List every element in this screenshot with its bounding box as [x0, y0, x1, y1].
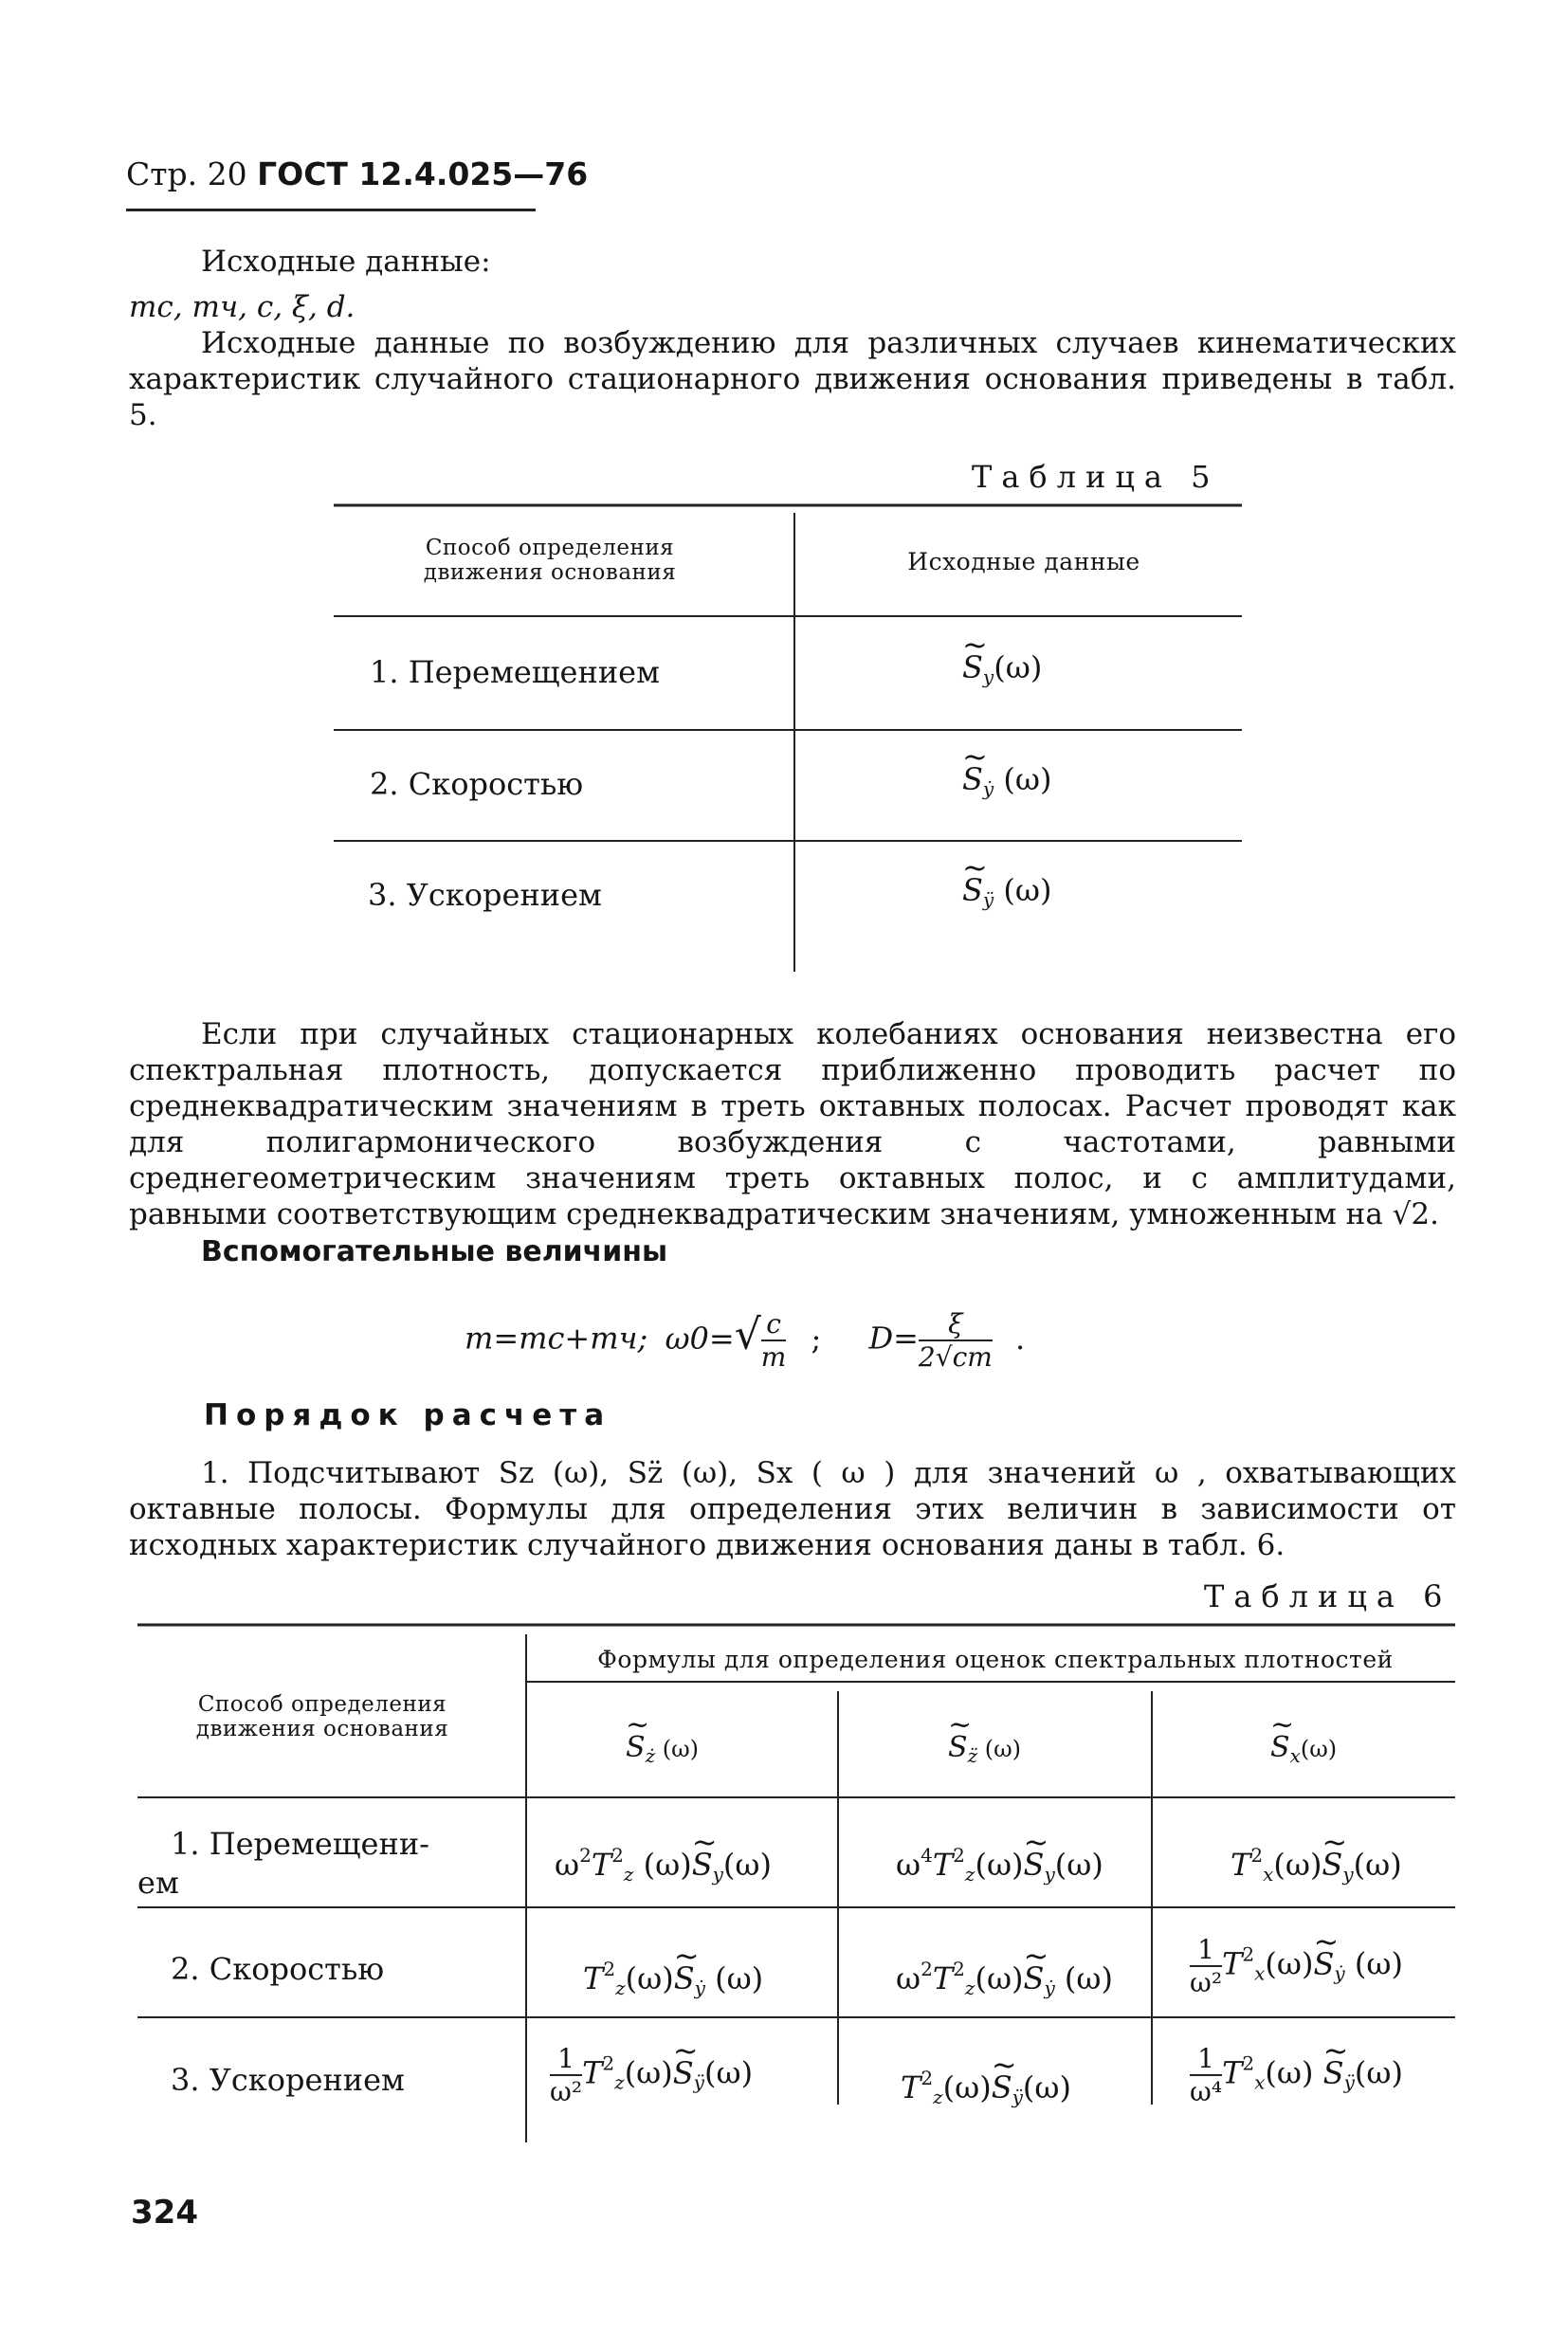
table6-subheader-1: ~ $S_ż$ (ω) — [626, 1731, 699, 1767]
table5-row2-method: 2. Скоростью — [370, 766, 584, 802]
table5-row1-data: ~ $S_y(\omega)$ — [962, 649, 1042, 688]
aux-heading: Вспомогательные величины — [201, 1235, 668, 1268]
table5-caption: Таблица 5 — [972, 459, 1220, 495]
table6-row3-f1: $\frac{1}{\text{ω²}}$ $T^2_z(\omega)\sim$ $S_ÿ(\omega)$ — [550, 2043, 753, 2107]
gost-code: ГОСТ 12.4.025—76 — [257, 155, 589, 192]
table5-row3-data: ~ $S_ÿ$ (ω) — [962, 872, 1051, 911]
table5-row2-data: ~ $S_ẏ$ (ω) — [962, 761, 1051, 800]
table6-row2-f1: $T^2_z(\omega)\sim$ $S_ẏ$ (ω) — [583, 1958, 763, 1999]
table5-grid — [0, 0, 1568, 1005]
procedure-step1: 1. Подсчитывают Sz (ω), Sz̈ (ω), Sx ( ω ) для значений ω , охватывающих октавные полосы. Формулы для определения этих величин в зависимости от исходных характеристик случайного движения основания даны в табл. 6. — [129, 1456, 1456, 1562]
aux-formula-m: m=mс+mч; ω0=√ $\frac{c}{m}$ ; D= $\frac{\xi}{2√cm}$ . — [465, 1308, 1026, 1373]
table6-subheader-2: ~ $S_{z̈}$ (ω) — [948, 1731, 1021, 1767]
intro-vars: mс, mч, c, ξ, d. — [129, 290, 356, 324]
table6-caption: Таблица 6 — [1204, 1578, 1452, 1614]
table5-col2-header: Исходные данные — [907, 548, 1140, 575]
para-spectral: Если при случайных стационарных колебаниях основания неизвестна его спектральная плотность, допускается приближенно проводить расчет по среднеквадратическим значениям в треть октавных полосах. Расчет проводят как для полигармонического возбуждения с частотами, равными среднегеометрическим значениям треть октавных полос, и с амплитудами, равными соответствующим среднеквадратическим значениям, умноженным на √2. — [129, 1017, 1456, 1231]
intro-heading: Исходные данные: — [201, 245, 491, 279]
page-number: 324 — [131, 2194, 198, 2232]
table6-row2-f3: $\frac{1}{\text{ω²}}$ $T^2_x(\omega)\sim$ $S_ẏ$ (ω) — [1190, 1934, 1403, 1998]
table6-row1-f2: $\omega^4T^2_z(\omega)\sim$ $S_y(\omega)$ — [896, 1844, 1103, 1886]
table6-row1-method-cont: ем — [137, 1865, 179, 1901]
table6-col1-header: Способ определения движения основания — [195, 1692, 449, 1741]
table6-row3-f2: $T^2_z(\omega)\sim$ $S_ÿ(\omega)$ — [901, 2067, 1071, 2108]
table5-row1-method: 1. Перемещением — [370, 654, 660, 690]
table6-row2-f2: $\omega^2T^2_z(\omega)\sim$ $S_ẏ$ (ω) — [896, 1958, 1113, 1999]
table6-row3-method: 3. Ускорением — [171, 2062, 405, 2098]
table6-row1-method: 1. Перемещени- — [171, 1826, 429, 1862]
table6-row3-f3: $\frac{1}{\text{ω⁴}}$ $T^2_x(\omega)$ ~ $S_ÿ(\omega)$ — [1190, 2043, 1403, 2107]
table5-row3-method: 3. Ускорением — [368, 877, 602, 913]
table6-row1-f3: $T^2_x(\omega)\sim$ $S_y(\omega)$ — [1231, 1844, 1402, 1886]
table6-row1-f1: $\omega^2T^2_z$ (ω)~ $S_y(\omega)$ — [555, 1844, 772, 1886]
page-label: Стр. 20 — [126, 155, 247, 192]
table6-subheader-3: ~ $S_x(\omega)$ — [1270, 1731, 1337, 1767]
intro-paragraph: Исходные данные по возбуждению для различных случаев кинематических характеристик случайного стационарного движения основания приведены в табл. 5. — [129, 326, 1456, 432]
table6-group-header: Формулы для определения оценок спектральных плотностей — [597, 1646, 1394, 1673]
procedure-heading: Порядок расчета — [204, 1398, 612, 1432]
table5-col1-header: Способ определения движения основания — [423, 536, 677, 585]
table6-row2-method: 2. Скоростью — [171, 1951, 385, 1987]
